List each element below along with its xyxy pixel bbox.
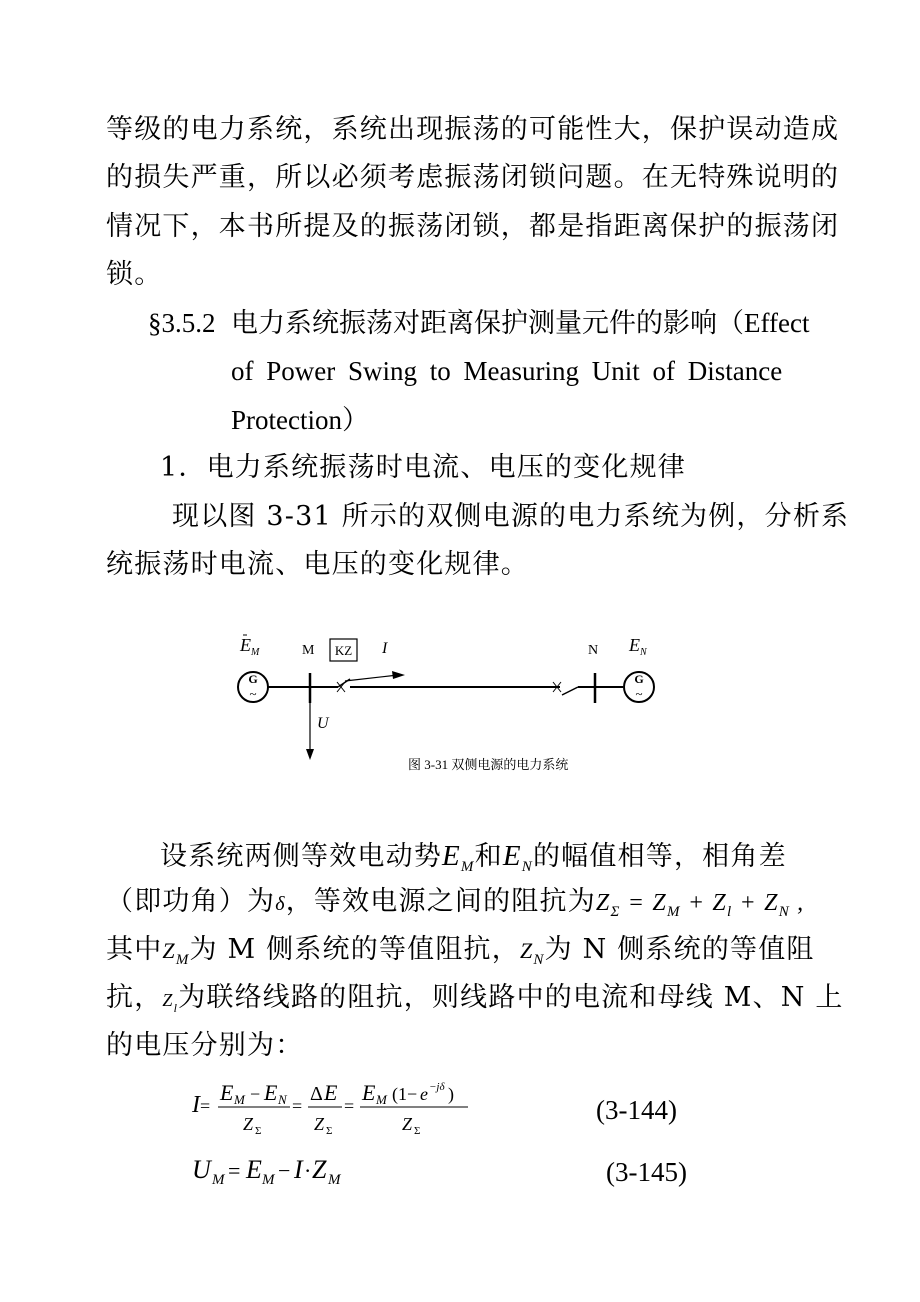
equation-3-145 xyxy=(190,1148,390,1194)
svg-text:·: · xyxy=(304,1158,312,1183)
label-em-sub: M xyxy=(251,647,260,658)
label-n: N xyxy=(588,643,599,658)
svg-text:E: E xyxy=(220,1080,234,1105)
figure-caption: 图 3-31 双侧电源的电力系统 xyxy=(408,757,569,772)
label-em: E xyxy=(240,635,251,655)
svg-text:I: I xyxy=(294,1155,303,1184)
svg-text:Z: Z xyxy=(243,1114,254,1134)
svg-text:Σ: Σ xyxy=(414,1125,421,1137)
svg-text:=: = xyxy=(344,1096,355,1116)
paragraph-line xyxy=(106,980,844,1026)
paragraph-line xyxy=(106,884,804,930)
text-run: 设系统两侧等效电动势 xyxy=(160,841,442,872)
svg-text:−jδ: −jδ xyxy=(429,1081,445,1093)
svg-text:=: = xyxy=(292,1096,303,1116)
label-kz: KZ xyxy=(334,643,353,658)
svg-text:I: I xyxy=(192,1092,200,1118)
svg-text:−: − xyxy=(278,1158,291,1183)
label-en: E xyxy=(629,635,640,655)
text-run: 其中 xyxy=(106,934,163,965)
svg-text:U: U xyxy=(192,1155,211,1184)
svg-text:M: M xyxy=(234,1092,245,1107)
svg-text:Σ: Σ xyxy=(326,1125,333,1137)
generator-left xyxy=(238,672,268,702)
label-en-sub: N xyxy=(640,647,647,658)
svg-text:Z: Z xyxy=(312,1155,327,1184)
label-u: U xyxy=(317,715,329,732)
paragraph-line: 统振荡时电流、电压的变化规律。 xyxy=(106,549,529,580)
math-zn: $Z_N$ xyxy=(519,938,545,968)
text-run: 抗， xyxy=(106,982,163,1013)
svg-text:E: E xyxy=(324,1080,338,1105)
label-m: M xyxy=(302,643,315,658)
svg-text:(1−: (1− xyxy=(392,1084,418,1104)
svg-text:M: M xyxy=(376,1092,387,1107)
text-run: 的幅值相等，相角差 xyxy=(532,841,787,872)
math-z-sum: $Z_\Sigma = Z_M + Z_l + Z_N$ , xyxy=(595,890,805,920)
text-run: 为 N 侧系统的等值阻 xyxy=(544,934,815,965)
paragraph-line: 的电压分别为： xyxy=(106,1030,304,1061)
math-en: $E_N$ xyxy=(502,840,533,875)
paragraph-line xyxy=(106,932,815,978)
math-delta: δ xyxy=(275,893,286,915)
equation-number: (3-144) xyxy=(596,1095,677,1125)
svg-text:N: N xyxy=(278,1092,287,1107)
section-number: §3.5.2 xyxy=(148,308,216,338)
math-zm: $Z_M$ xyxy=(162,938,190,968)
svg-text:M: M xyxy=(212,1172,225,1188)
svg-text:=: = xyxy=(200,1096,211,1116)
svg-text:−: − xyxy=(250,1084,261,1104)
paragraph-line: 现以图 3-31 所示的双侧电源的电力系统为例，分析系 xyxy=(172,501,850,532)
svg-text:M: M xyxy=(328,1172,341,1188)
text-run: 为联络线路的阻抗，则线路中的电流和母线 M、N 上 xyxy=(178,982,844,1013)
paragraph-line: 锁。 xyxy=(106,259,163,290)
math-em: $E_M$ xyxy=(442,840,475,875)
generator-tilde: ~ xyxy=(249,686,257,701)
svg-text:Z: Z xyxy=(402,1114,413,1134)
text-run: （即功角）为 xyxy=(106,886,276,917)
text-run: 和 xyxy=(474,841,503,872)
paragraph-line: 的损失严重，所以必须考虑振荡闭锁问题。在无特殊说明的 xyxy=(106,162,840,193)
math-zl: $Z_l$ xyxy=(162,990,179,1015)
svg-text:Δ: Δ xyxy=(310,1083,323,1105)
generator-tilde: ~ xyxy=(635,686,643,701)
generator-g-label: G xyxy=(248,672,258,686)
sub-heading: 1．电力系统振荡时电流、电压的变化规律 xyxy=(160,452,686,483)
generator-g-label: G xyxy=(634,672,644,686)
svg-text:E: E xyxy=(264,1080,278,1105)
svg-text:E: E xyxy=(246,1155,262,1184)
current-arrow xyxy=(345,675,398,681)
svg-text:e: e xyxy=(420,1084,428,1104)
section-title-cn: 电力系统振荡对距离保护测量元件的影响（Effect xyxy=(231,308,810,338)
text-run: ，等效电源之间的阻抗为 xyxy=(285,886,596,917)
svg-text:Z: Z xyxy=(314,1114,325,1134)
label-i: I xyxy=(382,640,388,657)
power-system-diagram xyxy=(220,625,680,785)
equation-3-144 xyxy=(190,1070,490,1142)
svg-text:M: M xyxy=(262,1172,275,1188)
section-title-en: Protection） xyxy=(231,405,369,435)
equation-number: (3-145) xyxy=(606,1157,687,1187)
generator-right xyxy=(624,672,654,702)
section-title-en: of Power Swing to Measuring Unit of Distance xyxy=(231,356,783,386)
svg-text:): ) xyxy=(448,1084,454,1104)
svg-text:Σ: Σ xyxy=(255,1125,262,1137)
text-run: 为 M 侧系统的等值阻抗， xyxy=(189,934,520,965)
paragraph-line xyxy=(160,838,787,885)
svg-text:E: E xyxy=(362,1080,376,1105)
paragraph-line: 情况下，本书所提及的振荡闭锁，都是指距离保护的振荡闭 xyxy=(106,211,840,242)
svg-text:=: = xyxy=(228,1158,241,1183)
paragraph-line: 等级的电力系统，系统出现振荡的可能性大，保护误动造成 xyxy=(106,114,840,145)
